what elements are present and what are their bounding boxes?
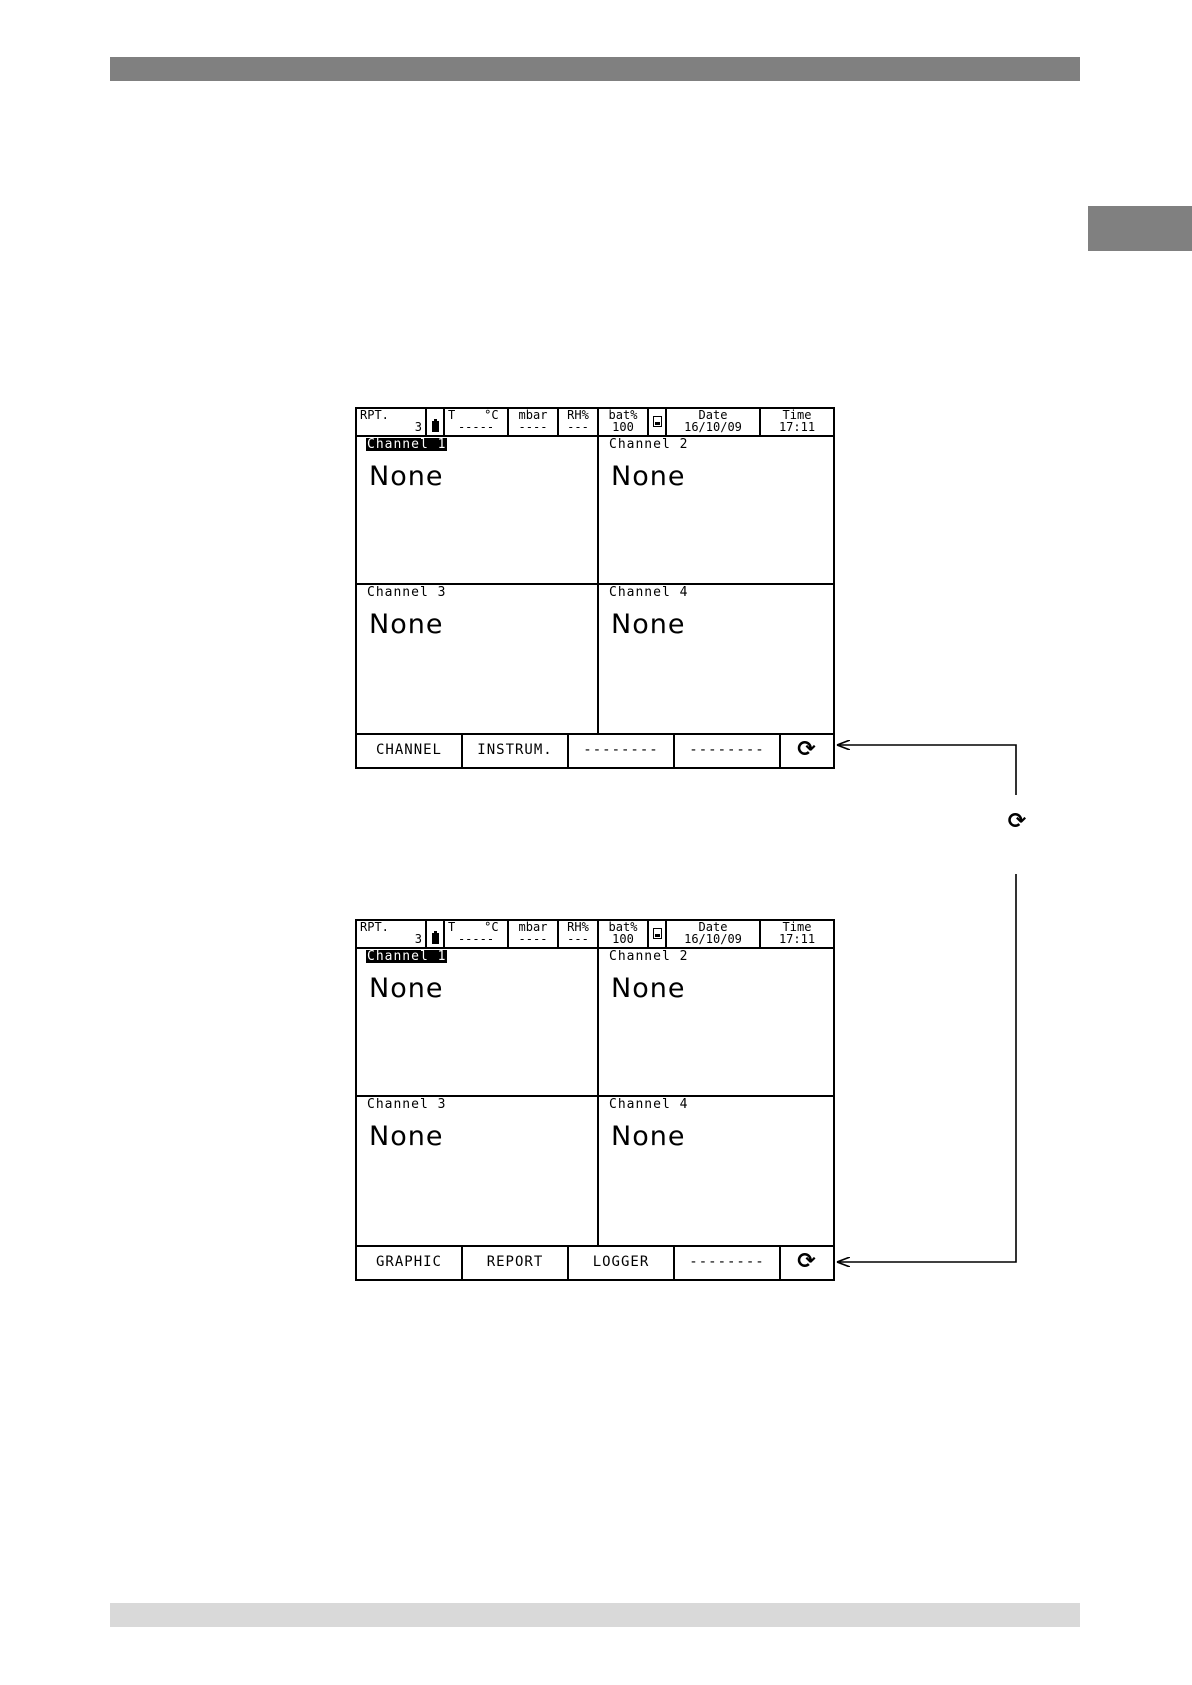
battery-level-value: 100 xyxy=(612,420,634,434)
time-label: Time xyxy=(782,920,812,934)
battery-level-label: bat% xyxy=(608,408,638,422)
pressure-value: ---- xyxy=(518,420,548,434)
instrument-button[interactable]: INSTRUM. xyxy=(463,735,569,767)
rpt-label: RPT. xyxy=(360,920,389,934)
empty-key-4[interactable]: -------- xyxy=(675,735,781,767)
rpt-label: RPT. xyxy=(360,408,389,422)
channel-value: None xyxy=(369,461,444,492)
time-label: Time xyxy=(782,408,812,422)
arrow-to-screen-1 xyxy=(837,745,1016,795)
report-button[interactable]: REPORT xyxy=(463,1247,569,1279)
time-value: 17:11 xyxy=(778,420,816,434)
channel-label: Channel 2 xyxy=(609,437,689,452)
arrow-to-screen-2 xyxy=(837,874,1016,1262)
channel-button[interactable]: CHANNEL xyxy=(357,735,463,767)
temperature-value: ----- xyxy=(457,420,495,434)
channel-value: None xyxy=(369,973,444,1004)
empty-key-4[interactable]: -------- xyxy=(675,1247,781,1279)
channel-label: Channel 4 xyxy=(609,585,689,600)
cycle-icon: ⟳ xyxy=(1007,809,1027,834)
channel-value: None xyxy=(611,461,686,492)
cycle-icon: ⟳ xyxy=(797,1249,817,1274)
date-label: Date xyxy=(698,920,728,934)
time-value: 17:11 xyxy=(778,932,816,946)
rpt-value: 3 xyxy=(414,420,422,434)
battery-level-value: 100 xyxy=(612,932,634,946)
channel-value: None xyxy=(369,1121,444,1152)
footer-bar xyxy=(110,1603,1080,1627)
graphic-button[interactable]: GRAPHIC xyxy=(357,1247,463,1279)
humidity-value: --- xyxy=(567,420,589,434)
channel-label: Channel 4 xyxy=(609,1097,689,1112)
channel-label: Channel 3 xyxy=(367,585,447,600)
channel-value: None xyxy=(611,1121,686,1152)
date-value: 16/10/09 xyxy=(684,932,742,946)
humidity-label: RH% xyxy=(567,920,589,934)
humidity-value: --- xyxy=(567,932,589,946)
pressure-label: mbar xyxy=(518,920,548,934)
channel-label: Channel 1 xyxy=(367,437,447,452)
logger-button[interactable]: LOGGER xyxy=(569,1247,675,1279)
pressure-value: ---- xyxy=(518,932,548,946)
empty-key-3[interactable]: -------- xyxy=(569,735,675,767)
cycle-icon: ⟳ xyxy=(797,737,817,762)
channel-value: None xyxy=(369,609,444,640)
temperature-label: T °C xyxy=(448,920,499,934)
date-label: Date xyxy=(698,408,728,422)
battery-level-label: bat% xyxy=(608,920,638,934)
rpt-value: 3 xyxy=(414,932,422,946)
temperature-value: ----- xyxy=(457,932,495,946)
humidity-label: RH% xyxy=(567,408,589,422)
channel-value: None xyxy=(611,609,686,640)
channel-label: Channel 3 xyxy=(367,1097,447,1112)
temperature-label: T °C xyxy=(448,408,499,422)
pressure-label: mbar xyxy=(518,408,548,422)
channel-label: Channel 1 xyxy=(367,949,447,964)
date-value: 16/10/09 xyxy=(684,420,742,434)
channel-value: None xyxy=(611,973,686,1004)
channel-label: Channel 2 xyxy=(609,949,689,964)
